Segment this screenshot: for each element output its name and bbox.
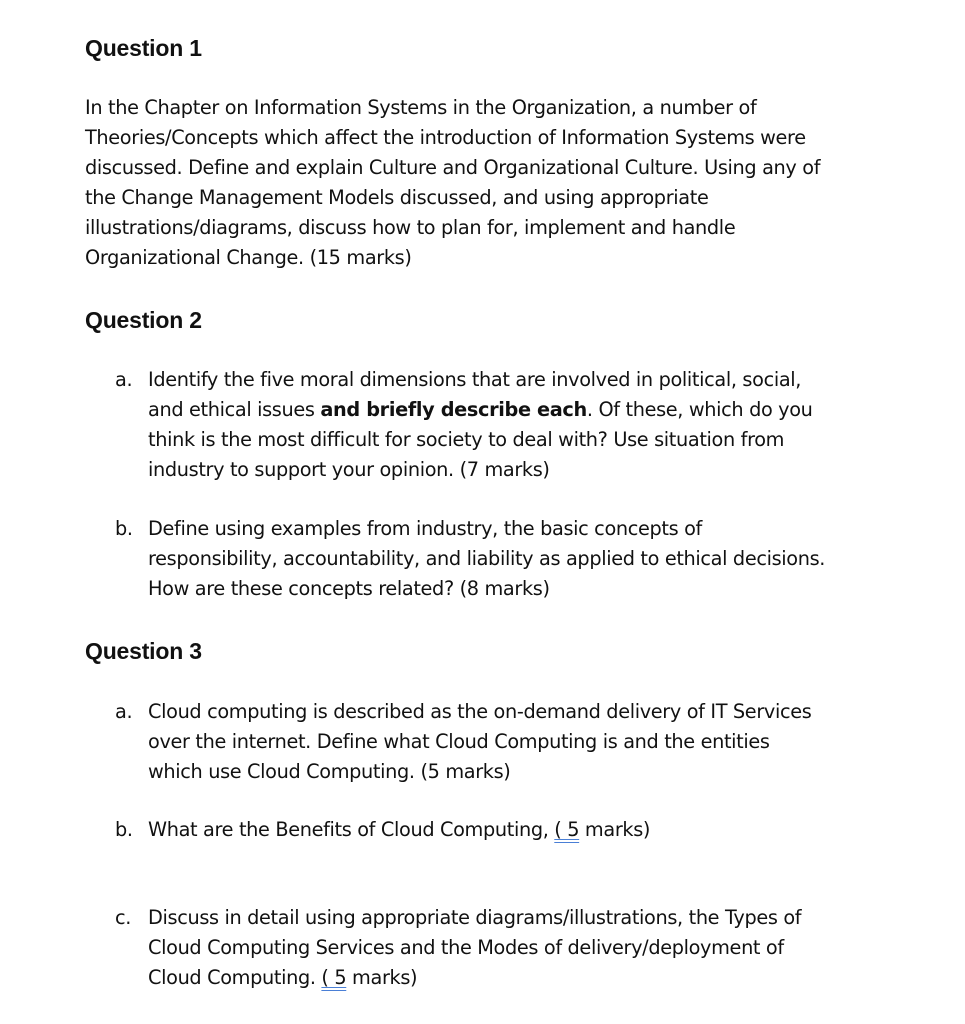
question-3c-item [115,903,885,993]
question-2b-line: Define using examples from industry, the basic concepts of [148,517,702,540]
question-3a-item [115,697,885,787]
question-1-line: In the Chapter on Information Systems in the Organization, a number of [85,96,757,119]
question-3b-text-run: marks) [579,818,651,841]
question-2a-text [148,365,885,485]
question-2a-bold-run: and briefly describe each [320,398,587,421]
question-2b-text [148,514,885,604]
list-marker: a. [115,368,133,391]
question-1-line: the Change Management Models discussed, and using appropriate [85,186,709,209]
question-3c-text-run: Cloud Computing. [148,966,322,989]
question-2a-line: Identify the five moral dimensions that are involved in political, social, [148,368,802,391]
question-1-line: discussed. Define and explain Culture and Organizational Culture. Using any of [85,156,821,179]
question-3a-line: Cloud computing is described as the on-demand delivery of IT Services [148,700,812,723]
question-2a-text-run: and ethical issues [148,398,321,421]
question-1-line: Organizational Change. (15 marks) [85,246,412,269]
question-1-line: Theories/Concepts which affect the introduction of Information Systems were [85,126,806,149]
question-3c-line [148,963,885,993]
question-2b-line: How are these concepts related? (8 marks) [148,577,550,600]
question-3a-text [148,697,885,787]
question-3c-line: Cloud Computing Services and the Modes of delivery/deployment of [148,936,784,959]
marks-underlined-run: ( 5 [554,818,580,841]
question-2a-line: think is the most difficult for society to deal with? Use situation from [148,428,785,451]
list-marker: a. [115,700,133,723]
question-3b-text-run: What are the Benefits of Cloud Computing, [148,818,555,841]
question-2a-line: industry to support your opinion. (7 marks) [148,458,550,481]
question-2a-text-run: . Of these, which do you [586,398,813,421]
question-2b-line: responsibility, accountability, and liability as applied to ethical decisions. [148,547,826,570]
question-3c-text-run: marks) [346,966,418,989]
marks-underlined-run: ( 5 [321,966,347,989]
question-3c-line: Discuss in detail using appropriate diagrams/illustrations, the Types of [148,906,802,929]
question-3a-line: over the internet. Define what Cloud Computing is and the entities [148,730,770,753]
question-3b-item [115,815,885,845]
question-3a-line: which use Cloud Computing. (5 marks) [148,760,511,783]
list-marker: c. [115,906,132,929]
question-1-heading: Question 1 [85,35,202,61]
question-1-body [85,93,885,273]
question-1-line: illustrations/diagrams, discuss how to plan for, implement and handle [85,216,736,239]
question-2b-item [115,514,885,604]
question-2a-item [115,365,885,485]
question-3c-text [148,903,885,993]
question-3-heading: Question 3 [85,638,202,664]
list-marker: b. [115,818,133,841]
list-marker: b. [115,517,133,540]
question-2a-line [148,395,885,425]
question-3b-line [148,815,885,845]
question-2-heading: Question 2 [85,307,202,333]
question-3b-text [148,815,885,845]
